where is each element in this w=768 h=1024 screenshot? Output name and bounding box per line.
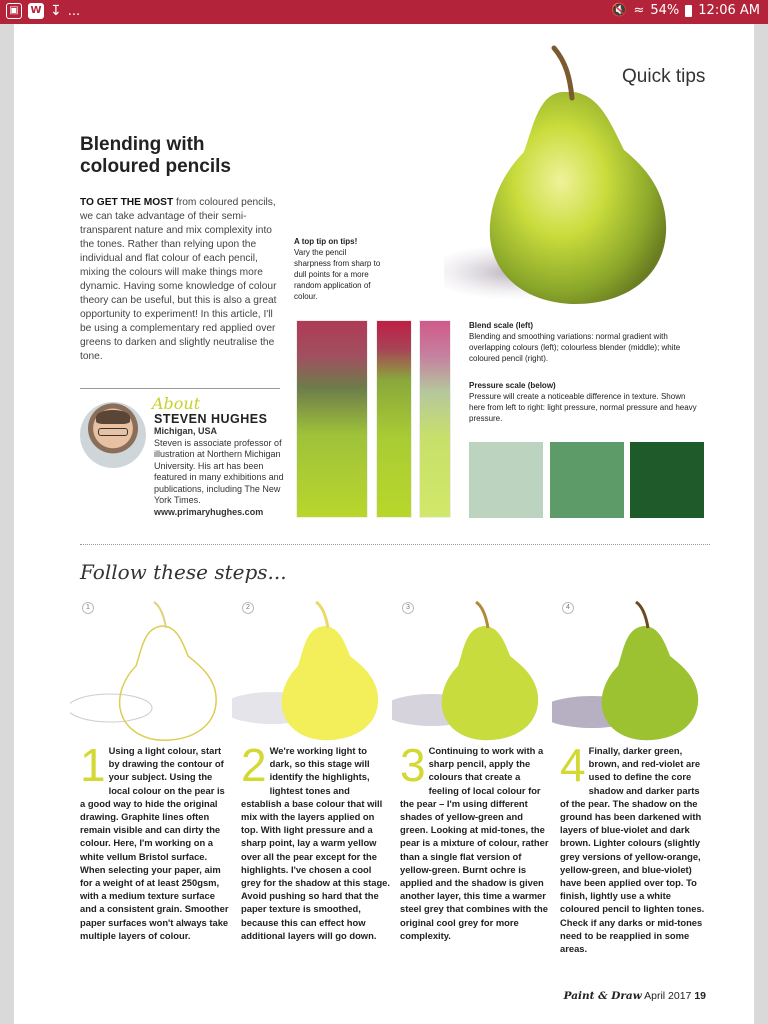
author-avatar	[80, 402, 146, 468]
issue-date: April 2017	[644, 990, 692, 1002]
intro-lead: TO GET THE MOST	[80, 197, 174, 208]
blend-swatch-gradient	[296, 320, 368, 518]
step-marker: 4	[562, 602, 574, 614]
magazine-page[interactable]	[14, 24, 754, 1024]
intro-paragraph	[80, 196, 280, 364]
mute-icon: 🔇	[611, 3, 628, 18]
divider	[80, 388, 280, 389]
step-3-pear-midtones	[392, 596, 542, 746]
author-name: STEVEN HUGHES	[154, 412, 268, 426]
step-marker: 3	[402, 602, 414, 614]
intro-body: from coloured pencils, we can take advantage of their semi-transparent nature and mix complexity into the tones. Rather than relying upon the individual and flat colour of each pencil, mixing the colours will make things more dynamic. Having some knowledge of colour theory can be useful, but this is also a great opportunity to experiment! In this article, I'll be using a complementary red applied over greens to darken and slightly neutralise the tone.	[80, 197, 277, 362]
download-icon[interactable]: ↧	[50, 3, 62, 19]
more-icon[interactable]: ...	[67, 3, 81, 19]
step-1-pear-outline	[70, 596, 220, 746]
battery-level: 54%	[650, 3, 680, 18]
step-3-text: 3 Continuing to work with a sharp pencil, apply the colours that create a feeling of local colour for the pear – I'm using different shades of yellow-green and green. Looking at mid-tones, the pear is a mixture of colour, rather than a single flat version of yellow-green. Burnt ochre is applied and the shadow is given another layer, this time a warmer steel grey that combines with the original cool grey for more complexity.	[400, 739, 549, 941]
step-marker: 1	[82, 602, 94, 614]
clock: 12:06 AM	[698, 3, 760, 18]
w-app-icon[interactable]: W	[28, 3, 44, 19]
step-marker: 2	[242, 602, 254, 614]
pressure-scale-caption: Pressure scale (below) Pressure will create a noticeable difference in texture. Shown here from left to right: light pressure, normal pressure and heavy pressure.	[469, 381, 697, 423]
author-bio: Michigan, USA Steven is associate professor of illustration at Northern Michigan University. His art has been featured in many exhibitions and publications, including The New York Times. www.primaryhughes.com	[154, 426, 284, 517]
battery-icon	[685, 5, 692, 17]
author-url[interactable]: www.primaryhughes.com	[154, 506, 264, 517]
blend-scale-caption: Blend scale (left) Blending and smoothing variations: normal gradient with overlapping colours (left); colourless blender (middle); white coloured pencil (right).	[469, 321, 681, 363]
magazine-name: Paint & Draw	[563, 990, 642, 1002]
page-number: 19	[694, 990, 706, 1002]
top-tip: A top tip on tips! Vary the pencil sharpness from sharp to dull points for a more random application of colour.	[294, 237, 381, 301]
pear-illustration	[444, 42, 684, 322]
steps-title: Follow these steps...	[80, 560, 287, 584]
step-1-text: 1 Using a light colour, start by drawing the contour of your subject. Using the local colour on the pear is a good way to hide the original drawing. Graphite lines often remain visible and can dirty the colour. Here, I'm working on a white vellum Bristol surface. When selecting your paper, aim for a weight of at least 250gsm, with a medium texture surface and a consistent grain. Smoother paper surfaces won't always take multiple layers of colour.	[80, 739, 229, 941]
gallery-icon[interactable]: ▣	[6, 3, 22, 19]
article-title: Blending with coloured pencils	[80, 134, 231, 177]
pressure-swatch-heavy	[630, 442, 704, 518]
blend-swatch-colourless-blender	[376, 320, 412, 518]
pressure-swatch-light	[469, 442, 543, 518]
blend-swatch-white-pencil	[419, 320, 451, 518]
divider	[80, 544, 710, 545]
step-4-pear-final	[552, 596, 702, 746]
about-tag: About	[152, 394, 201, 413]
page-footer	[564, 990, 706, 1002]
pressure-swatch-normal	[550, 442, 624, 518]
step-2-text: 2 We're working light to dark, so this stage will identify the highlights, lightest tones and establish a base colour that will mix with the layers applied on top. With light pressure and a sharp point, lay a warm yellow over all the pear except for the highlights. I've chosen a cool grey for the shadow at this stage. Avoid pushing so hard that the paper texture is smoothed, because this can effect how additional layers will go down.	[241, 739, 390, 941]
step-2-pear-base	[232, 596, 382, 746]
section-label: Quick tips	[622, 66, 706, 87]
step-4-text: 4 Finally, darker green, brown, and red-violet are used to define the core shadow and darker parts of the pear. The shadow on the ground has been darkened with layers of blue-violet and dark brown. Lighter colours (slightly grey versions of yellow-orange, yellow-green, and blue-violet) have been applied over top. To finish, lightly use a white coloured pencil to lighten tones. Check if any darks or mid-tones need to be reapplied in some areas.	[560, 739, 705, 955]
wifi-icon: ≈	[633, 3, 645, 18]
status-bar	[0, 0, 768, 24]
